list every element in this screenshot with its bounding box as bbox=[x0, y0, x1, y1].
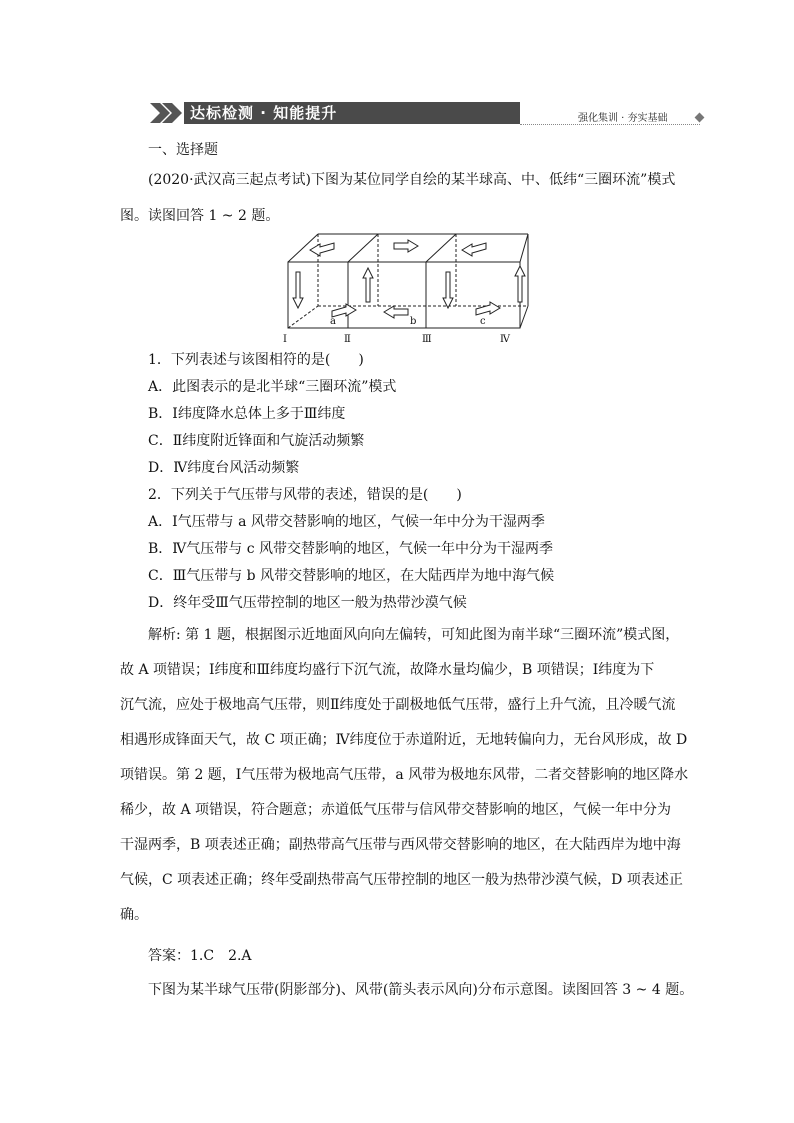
latitude-label: Ⅰ bbox=[283, 334, 287, 345]
latitude-label: Ⅲ bbox=[422, 334, 432, 345]
intro-line: (2020·武汉高三起点考试)下图为某位同学自绘的某半球高、中、低纬“三圈环流”模式 bbox=[148, 172, 676, 188]
banner-part: 知能提升 bbox=[273, 104, 338, 122]
option: D．Ⅳ纬度台风活动频繁 bbox=[148, 460, 300, 476]
analysis-line: 解析: 第 1 题，根据图示近地面风向向左偏转，可知此图为南半球“三圈环流”模式图， bbox=[148, 627, 680, 643]
analysis-line: 确。 bbox=[120, 907, 148, 923]
option: C．Ⅱ纬度附近锋面和气旋活动频繁 bbox=[148, 433, 365, 449]
section-header bbox=[148, 100, 708, 128]
chevron-right-icon bbox=[148, 101, 188, 125]
analysis-line: 项错误。第 2 题，Ⅰ气压带为极地高气压带，a 风带为极地东风带，二者交替影响的地区降水 bbox=[120, 767, 689, 783]
option: A．此图表示的是北半球“三圈环流”模式 bbox=[148, 379, 397, 395]
wind-label: a bbox=[330, 316, 336, 327]
wind-label: c bbox=[480, 316, 486, 327]
question-stem: 1．下列表述与该图相符的是( ) bbox=[148, 352, 364, 368]
intro-line: 图。读图回答 1 ~ 2 题。 bbox=[120, 208, 280, 224]
analysis-line: 气候，C 项表述正确；终年受副热带高气压带控制的地区一般为热带沙漠气候，D 项表述正 bbox=[120, 872, 683, 888]
header-banner bbox=[184, 102, 520, 124]
option: B．Ⅳ气压带与 c 风带交替影响的地区，气候一年中分为干湿两季 bbox=[148, 541, 554, 557]
answer: 答案：1.C 2.A bbox=[148, 948, 252, 964]
header-right-text: 强化集训 · 夯实基础 bbox=[578, 113, 668, 124]
analysis-line: 稀少，故 A 项错误，符合题意；赤道低气压带与信风带交替影响的地区，气候一年中分为 bbox=[120, 802, 672, 818]
banner-dot: · bbox=[260, 104, 267, 122]
latitude-label: Ⅱ bbox=[344, 334, 351, 345]
analysis-line: 沉气流，应处于极地高气压带，则Ⅱ纬度处于副极地低气压带，盛行上升气流，且冷暖气流 bbox=[120, 697, 676, 713]
banner-part: 达标检测 bbox=[190, 104, 255, 122]
option: B．Ⅰ纬度降水总体上多于Ⅲ纬度 bbox=[148, 406, 346, 422]
analysis-line: 干湿两季，B 项表述正确；副热带高气压带与西风带交替影响的地区，在大陆西岸为地中海 bbox=[120, 837, 681, 853]
question-stem: 2．下列关于气压带与风带的表述，错误的是( ) bbox=[148, 487, 462, 503]
option: D．终年受Ⅲ气压带控制的地区一般为热带沙漠气候 bbox=[148, 595, 467, 611]
diamond-icon bbox=[695, 113, 705, 123]
analysis-line: 相遇形成锋面天气，故 C 项正确；Ⅳ纬度位于赤道附近，无地转偏向力，无台风形成，故 D bbox=[120, 732, 688, 748]
wind-label: b bbox=[410, 316, 417, 327]
option: C．Ⅲ气压带与 b 风带交替影响的地区，在大陆西岸为地中海气候 bbox=[148, 568, 555, 584]
option: A．Ⅰ气压带与 a 风带交替影响的地区，气候一年中分为干湿两季 bbox=[148, 514, 545, 530]
latitude-label: Ⅳ bbox=[500, 334, 510, 345]
three-cell-circulation-diagram bbox=[272, 232, 532, 348]
header-divider bbox=[520, 124, 700, 125]
section-heading: 一、选择题 bbox=[148, 142, 218, 158]
next-intro: 下图为某半球气压带(阴影部分)、风带(箭头表示风向)分布示意图。读图回答 3 ~ 4 题。 bbox=[148, 982, 694, 998]
analysis-line: 故 A 项错误；Ⅰ纬度和Ⅲ纬度均盛行下沉气流，故降水量均偏少，B 项错误；Ⅰ纬度为下 bbox=[120, 662, 655, 678]
